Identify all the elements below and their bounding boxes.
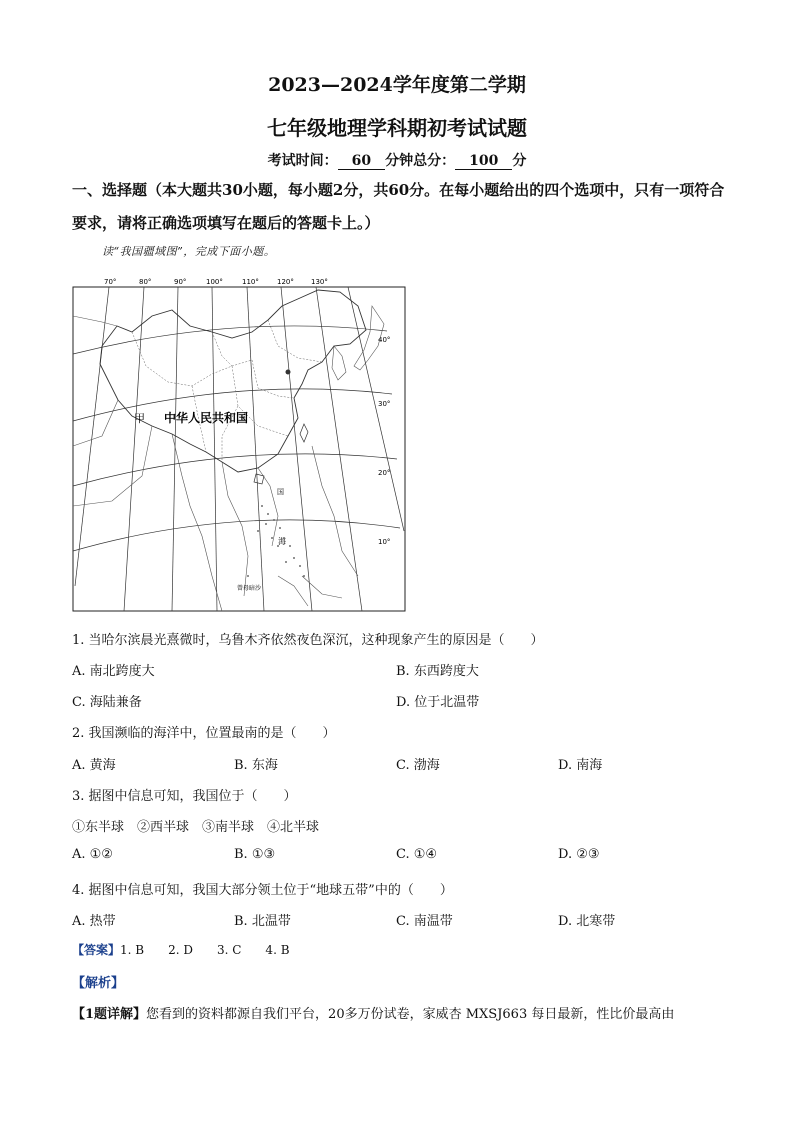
map-label-country: 中华人民共和国 <box>164 411 249 425</box>
q2-option-d[interactable]: D. 南海 <box>558 758 603 773</box>
answer-label: 【答案】 <box>72 943 121 957</box>
q1-option-c[interactable]: C. 海陆兼备 <box>72 695 142 710</box>
detail-label: 【1题详解】 <box>72 1007 147 1022</box>
page-title-term: 2023—2024学年度第二学期 <box>268 74 526 96</box>
q4-option-a[interactable]: A. 热带 <box>72 914 116 929</box>
lon-label-110: 110° <box>242 278 259 286</box>
lon-label-130: 130° <box>311 278 328 286</box>
lat-label-10: 10° <box>378 538 391 546</box>
lon-label-90: 90° <box>174 278 187 286</box>
q3-option-d[interactable]: D. ②③ <box>558 847 600 862</box>
time-value: 60 <box>338 153 385 170</box>
q4-option-c[interactable]: C. 南温带 <box>396 914 453 929</box>
q1-option-d[interactable]: D. 位于北温带 <box>396 695 480 710</box>
q4-option-d[interactable]: D. 北寒带 <box>558 914 616 929</box>
q3-option-c[interactable]: C. ①④ <box>396 847 438 862</box>
q2-option-b[interactable]: B. 东海 <box>234 758 278 773</box>
question-1-detail <box>72 1003 752 1022</box>
beijing-marker <box>286 370 291 375</box>
china-territory-map <box>72 276 406 612</box>
q1-option-a[interactable]: A. 南北跨度大 <box>72 664 155 679</box>
lon-label-100: 100° <box>206 278 223 286</box>
detail-text: 您看到的资料都源自我们平台，20多万份试卷，家威杏 MXSJ663 每日最新，性比价最高由 <box>146 1007 675 1022</box>
lon-label-80: 80° <box>139 278 152 286</box>
q3-option-b[interactable]: B. ①③ <box>234 847 276 862</box>
map-label-hai: 海 <box>278 537 286 546</box>
exam-info <box>0 150 794 170</box>
score-value: 100 <box>455 153 512 170</box>
map-label-shoal: 曾母暗沙 <box>237 585 262 592</box>
lat-label-20: 20° <box>378 469 391 477</box>
map-svg <box>72 276 406 612</box>
lat-label-30: 30° <box>378 400 391 408</box>
question-2: 2. 我国濒临的海洋中，位置最南的是（ ） <box>72 726 336 741</box>
time-label: 考试时间： <box>267 153 338 169</box>
q4-option-b[interactable]: B. 北温带 <box>234 914 291 929</box>
score-unit: 分 <box>512 153 527 169</box>
lat-label-40: 40° <box>378 336 391 344</box>
question-1: 1. 当哈尔滨晨光熹微时，乌鲁木齐依然夜色深沉，这种现象产生的原因是（ ） <box>72 633 544 648</box>
question-3: 3. 据图中信息可知，我国位于（ ） <box>72 789 297 804</box>
q2-option-c[interactable]: C. 渤海 <box>396 758 440 773</box>
question-4: 4. 据图中信息可知，我国大部分领土位于“地球五带”中的（ ） <box>72 883 453 898</box>
answer-values: 1. B 2. D 3. C 4. B <box>120 943 290 957</box>
map-caption: 读“我国疆域图”，完成下面小题。 <box>102 245 276 258</box>
analysis-heading: 【解析】 <box>72 976 125 991</box>
q2-option-a[interactable]: A. 黄海 <box>72 758 116 773</box>
section-instructions: 一、选择题（本大题共30小题，每小题2分，共60分。在每小题给出的四个选项中，只有一项符合要求，请将正确选项填写在题后的答题卡上。） <box>72 181 725 232</box>
q1-option-b[interactable]: B. 东西跨度大 <box>396 664 479 679</box>
question-3-statements: ①东半球 ②西半球 ③南半球 ④北半球 <box>72 820 320 835</box>
page-title-exam: 七年级地理学科期初考试试题 <box>267 116 527 140</box>
lon-label-120: 120° <box>277 278 294 286</box>
q3-option-a[interactable]: A. ①② <box>72 847 113 862</box>
lon-label-70: 70° <box>104 278 117 286</box>
time-unit: 分钟总分： <box>385 153 456 169</box>
map-label-jia: 甲 <box>134 412 145 425</box>
map-label-guo: 国 <box>277 488 284 496</box>
answer-key <box>72 941 290 958</box>
